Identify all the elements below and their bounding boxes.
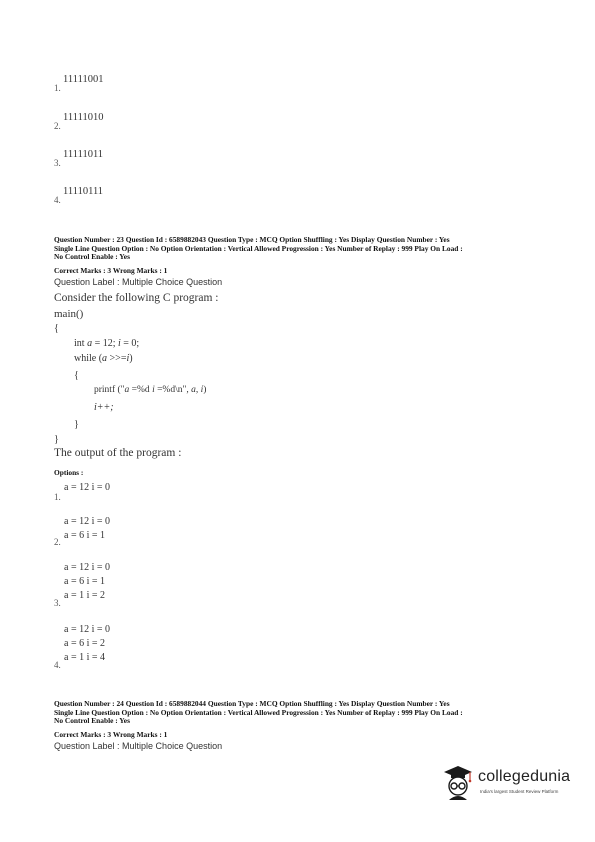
q23-output-prompt: The output of the program :	[54, 447, 182, 459]
code-line-increment: i++;	[94, 402, 114, 413]
prev-option-4-value: 11110111	[63, 186, 104, 197]
q23-prompt: Consider the following C program :	[54, 292, 219, 304]
prev-option-1-value: 11111001	[63, 74, 104, 85]
prev-option-2-num: 2.	[54, 121, 61, 131]
code-line-while: while (a >>=i)	[74, 353, 133, 364]
logo-tagline: India's largest Student Review Platform	[480, 789, 559, 794]
q23-meta-line3: No Control Enable : Yes	[54, 252, 130, 262]
collegedunia-logo	[440, 762, 580, 802]
prev-option-2-value: 11111010	[63, 112, 104, 123]
q23-option-3-line2: a = 6 i = 1	[64, 576, 105, 587]
q24-meta-line3: No Control Enable : Yes	[54, 716, 130, 726]
q23-option-3-num: 3.	[54, 598, 61, 608]
q23-option-4-num: 4.	[54, 660, 61, 670]
q23-option-2-line2: a = 6 i = 1	[64, 530, 105, 541]
q23-options-title: Options :	[54, 468, 84, 477]
q23-meta	[54, 236, 554, 262]
q23-option-4-line1: a = 12 i = 0	[64, 624, 110, 635]
q23-option-4-line2: a = 6 i = 2	[64, 638, 105, 649]
q23-option-2-num: 2.	[54, 537, 61, 547]
q23-option-1-num: 1.	[54, 492, 61, 502]
logo-name: collegedunia	[478, 768, 571, 785]
code-line-declaration: int a = 12; i = 0;	[74, 338, 140, 349]
q23-meta-line2: Single Line Question Option : No Option Orientation : Vertical Allowed Progression : Yes Number of Replay : 999 Play On Load :	[54, 243, 463, 253]
prev-option-3-value: 11111011	[63, 149, 104, 160]
q23-label: Question Label : Multiple Choice Question	[54, 277, 223, 287]
q24-label: Question Label : Multiple Choice Question	[54, 741, 223, 751]
code-line-open-brace: {	[54, 323, 59, 334]
q23-option-3-line1: a = 12 i = 0	[64, 562, 110, 573]
prev-option-4-num: 4.	[54, 195, 61, 205]
code-line-printf: printf ("a =%d i =%d\n", a, i)	[94, 385, 207, 395]
prev-option-1-num: 1.	[54, 83, 61, 93]
q24-meta-line2: Single Line Question Option : No Option Orientation : Vertical Allowed Progression : Yes Number of Replay : 999 Play On Load :	[54, 707, 463, 717]
q24-meta-line1: Question Number : 24 Question Id : 6589882044 Question Type : MCQ Option Shuffling : Yes Display Question Number : Yes	[54, 699, 450, 708]
q24-marks: Correct Marks : 3 Wrong Marks : 1	[54, 730, 168, 739]
prev-option-3-num: 3.	[54, 158, 61, 168]
q23-option-1-line1: a = 12 i = 0	[64, 482, 110, 493]
code-line-close-brace: }	[54, 434, 59, 445]
q23-option-2-line1: a = 12 i = 0	[64, 516, 110, 527]
code-line-main: main()	[54, 308, 84, 320]
code-line-inner-open-brace: {	[74, 370, 79, 381]
q23-option-4-line3: a = 1 i = 4	[64, 652, 105, 663]
q23-meta-line1: Question Number : 23 Question Id : 6589882043 Question Type : MCQ Option Shuffling : Yes Display Question Number : Yes	[54, 235, 450, 244]
mascot-icon	[440, 762, 476, 802]
q23-marks: Correct Marks : 3 Wrong Marks : 1	[54, 266, 168, 275]
q24-meta	[54, 700, 554, 726]
q23-option-3-line3: a = 1 i = 2	[64, 590, 105, 601]
code-line-inner-close-brace: }	[74, 419, 79, 430]
